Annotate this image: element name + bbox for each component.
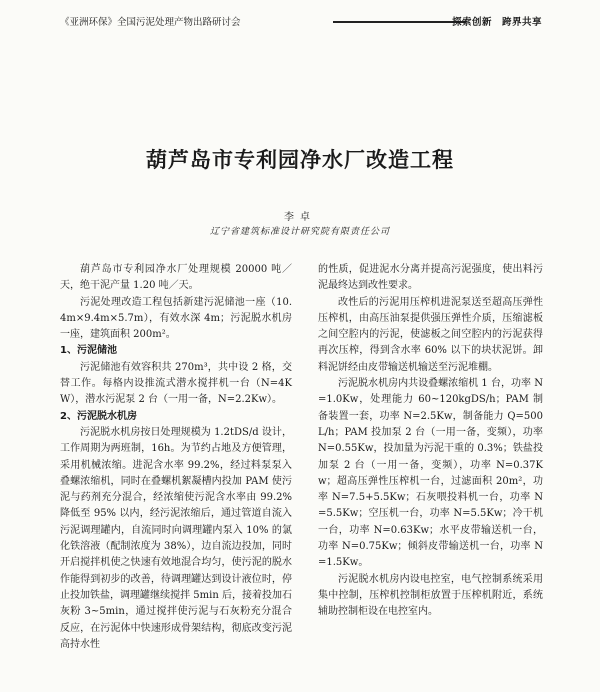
paragraph: 的性质，促进泥水分离并提高污泥强度，使出料污泥最终达到改性要求。 [318, 264, 543, 292]
running-header [60, 14, 542, 30]
paragraph: 污泥脱水机房内设电控室，电气控制系统采用集中控制，压榨机控制柜放置于压榨机附近，系统辅助控制柜设在电控室内。 [318, 573, 543, 618]
paragraph: 污泥脱水机房内共设叠螺浓缩机 1 台，功率 N=1.0Kw，处理能力 60~120kgDS/h；PAM 制备装置一套，功率 N=2.5Kw，制备能力 Q=500L/h；PAM 投加泵 2 台（一用一备，变频），功率 N=0.55Kw，投加量为污泥干重的 0.3%；铁盐投加泵 2 台（一用一备，变频），功率 N=0.37Kw；超高压弹性压榨机一台，过滤面积 20m²，功率 N=7.5+5.5Kw；石灰喂投料机一台，功率 N=5.5Kw；空压机一台，功率 N=5.5Kw；冷干机一台，功率 N=0.63Kw；水平皮带输送机一台，功率 N=0.75Kw；倾斜皮带输送机一台，功率 N=1.5Kw。 [318, 378, 543, 569]
header-slogan: 探索创新 跨界共享 [451, 17, 542, 28]
section-heading: 1、污泥储池 [60, 345, 117, 357]
author-name: 李卓 [284, 212, 316, 223]
paragraph: 葫芦岛市专利园净水厂处理规模 20000 吨／天，绝干泥产量 1.20 吨／天。 [60, 264, 292, 292]
author-affiliation: 辽宁省建筑标准设计研究院有限责任公司 [209, 227, 390, 237]
right-column [318, 262, 543, 621]
paragraph: 污泥处理改造工程包括新建污泥储池一座（10.4m×9.4m×5.7m），有效水深 4m；污泥脱水机房一座，建筑面积 200m²。 [60, 296, 292, 341]
header-rule [333, 21, 465, 23]
left-column [60, 262, 292, 653]
paragraph: 污泥脱水机房按日处理规模为 1.2tDS/d 设计，工作周期为两班制，16h。为节约占地及方便管理，采用机械浓缩。进泥含水率 99.2%，经过料泵泵入叠螺浓缩机，同时在叠螺机絮凝槽内投加 PAM 使污泥与药剂充分混合，经浓缩使污泥含水率由 99.2% 降低至 95% 以内，经污泥浓缩后，通过管道自流入污泥调理罐内，自流同时向调理罐内泵入 10% 的氯化铁溶液（配制浓度为 38%），边自流边投加，同时开启搅拌机使之快速有效地混合均匀，使污泥的脱水作能得到初步的改善，待调理罐达到设计液位时，停止投加铁盐，调理罐继续搅拌 5min 后，接着投加石灰粉 3~5min，通过搅拌使污泥与石灰粉充分混合反应，在污泥体中快速形成骨架结构，彻底改变污泥高持水性 [60, 426, 292, 650]
paragraph: 改性后的污泥用压榨机进泥泵送至超高压弹性压榨机，由高压油泵提供强压弹性介质，压缩滤板之间空腔内的污泥，使滤板之间空腔内的污泥获得再次压榨，得到含水率 60% 以下的块状泥饼。卸料泥饼经由皮带输送机输送至污泥堆棚。 [318, 296, 543, 373]
paragraph: 污泥储池有效容积共 270m³，共中设 2 格，交替工作。每格内设推流式潜水搅拌机一台（N=4KW），潜水污泥泵 2 台（一用一备，N=2.2Kw）。 [60, 361, 292, 406]
header-journal-title: 《亚洲环保》全国污泥处理产物出路研讨会 [60, 17, 241, 28]
article-title: 葫芦岛市专利园净水厂改造工程 [146, 148, 454, 172]
section-heading: 2、污泥脱水机房 [60, 410, 137, 422]
